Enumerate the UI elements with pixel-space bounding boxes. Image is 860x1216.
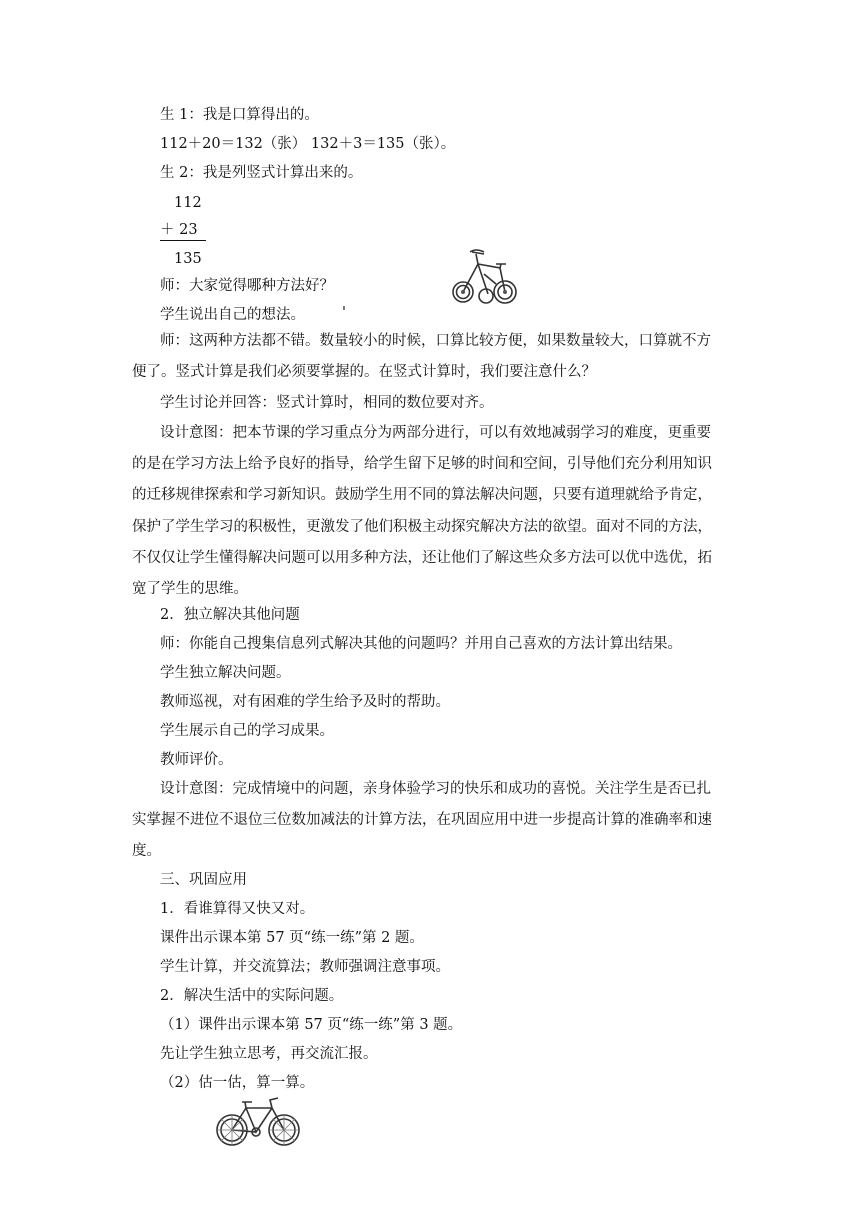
teacher-prompt: 师：你能自己搜集信息列式解决其他的问题吗？并用自己喜欢的方法计算出结果。 [160,636,682,652]
item-2: 2．解决生活中的实际问题。 [160,988,344,1004]
design-intent-paragraph-2 [132,774,732,868]
stray-mark: ' [342,305,346,321]
design-intent-line: 设计意图：完成情境中的问题，亲身体验学习的快乐和成功的喜悦。关注学生是否已扎 [160,781,711,797]
equation-line: 112＋20＝132（张） 132＋3＝135（张）。 [160,136,456,152]
vertical-addend-2-text: ＋ 23 [160,220,206,241]
design-intent-line: 度。 [132,843,161,860]
section-heading-2: 2．独立解决其他问题 [160,607,300,623]
student-show: 学生展示自己的学习成果。 [160,723,334,739]
courseware-line-1: 课件出示课本第 57 页“练一练”第 2 题。 [160,930,424,946]
design-intent-line: 的是在学习方法上给予良好的指导，给学生留下足够的时间和空间，引导他们充分利用知识 [132,456,712,473]
think-report: 先让学生独立思考，再交流汇报。 [160,1046,378,1062]
sub-item-1: （1）课件出示课本第 57 页“练一练”第 3 题。 [160,1017,463,1033]
teacher-paragraph-line: 便了。竖式计算是我们必须要掌握的。在竖式计算时，我们要注意什么？ [132,364,596,381]
student-answer: 学生讨论并回答：竖式计算时，相同的数位要对齐。 [160,395,494,411]
student2-line: 生 2：我是列竖式计算出来的。 [160,165,363,181]
design-intent-line: 实掌握不进位不退位三位数加减法的计算方法，在巩固应用中进一步提高计算的准确率和速 [132,812,712,829]
design-intent-line: 设计意图：把本节课的学习重点分为两部分进行，可以有效地减弱学习的难度，更重要 [160,425,711,441]
tricycle-illustration [448,244,520,308]
vertical-sum: 135 [174,251,202,267]
design-intent-line: 不仅仅让学生懂得解决问题可以用多种方法，还让他们了解这些众多方法可以优中选优，拓 [132,549,712,566]
design-intent-line: 的迁移规律探索和学习新知识。鼓励学生用不同的算法解决问题，只要有道理就给予肯定， [132,487,712,504]
vertical-addend-2 [160,220,206,241]
item-1: 1．看谁算得又快又对。 [160,901,315,917]
design-intent-paragraph-1 [132,418,732,605]
teacher-tour: 教师巡视，对有困难的学生给予及时的帮助。 [160,694,450,710]
student1-line: 生 1：我是口算得出的。 [160,107,319,123]
vertical-addend-1: 112 [174,195,202,211]
teacher-paragraph [132,326,732,388]
teacher-evaluate: 教师评价。 [160,752,233,768]
section-heading-3: 三、巩固应用 [160,872,247,888]
student-compute: 学生计算，并交流算法；教师强调注意事项。 [160,959,450,975]
teacher-paragraph-line: 师：这两种方法都不错。数量较小的时候，口算比较方便，如果数量较大，口算就不方 [160,333,711,349]
design-intent-line: 宽了学生的思维。 [132,581,248,598]
student-solve: 学生独立解决问题。 [160,665,291,681]
teacher-question: 师：大家觉得哪种方法好？ [160,278,334,294]
student-ideas: 学生说出自己的想法。 [160,307,305,323]
bicycle-illustration [212,1094,304,1150]
design-intent-line: 保护了学生学习的积极性，更激发了他们积极主动探究解决方法的欲望。面对不同的方法， [132,518,712,535]
sub-item-2: （2）估一估，算一算。 [160,1075,315,1091]
